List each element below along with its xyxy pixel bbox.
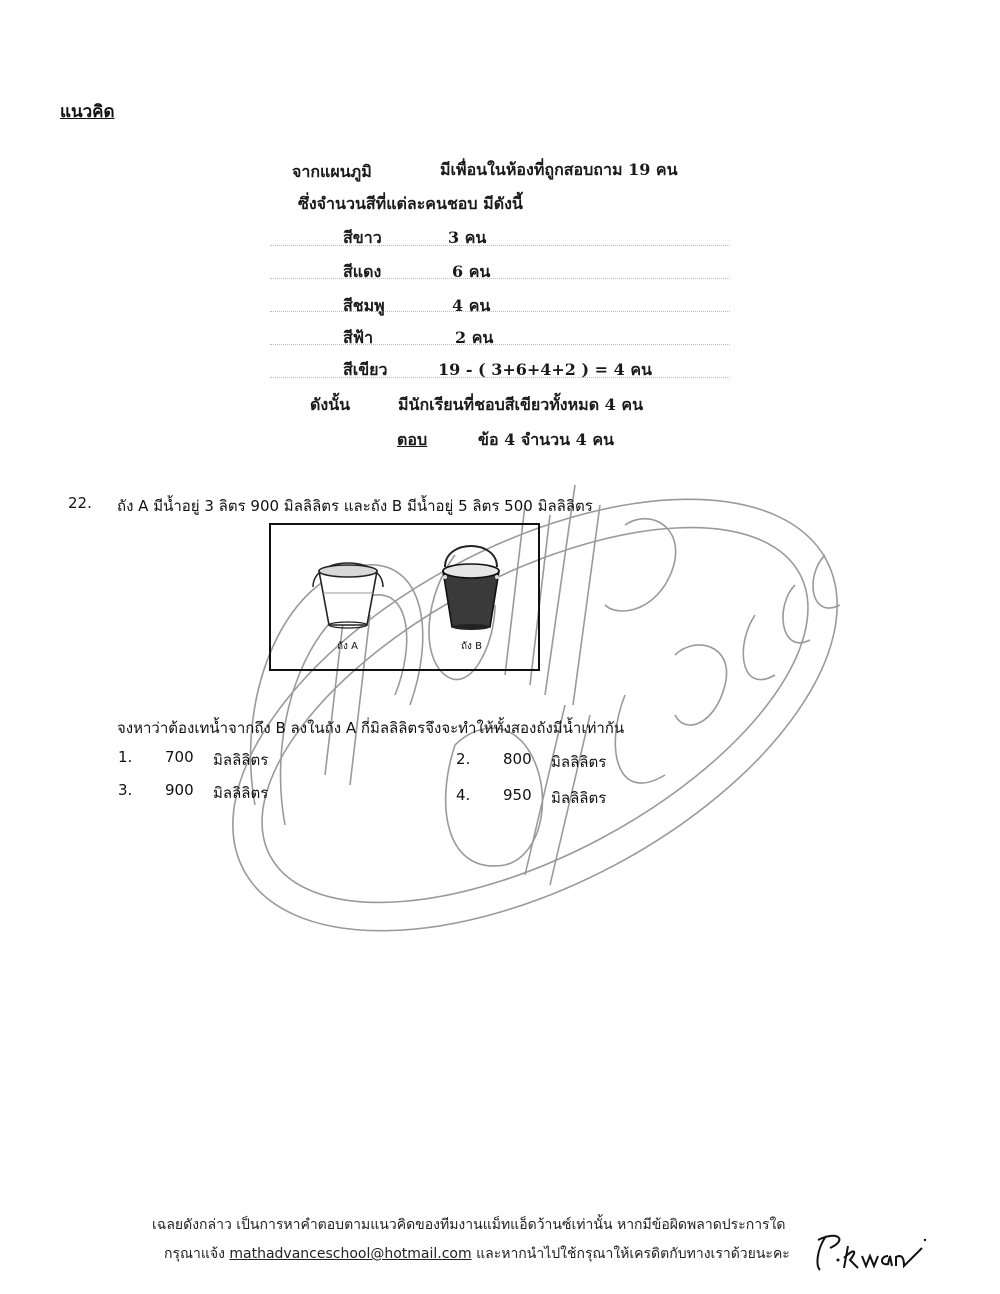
option-3-unit: มิลลิลิตร	[213, 784, 269, 802]
dotted-line	[270, 311, 730, 312]
dotted-line	[270, 245, 730, 246]
option-4-value: 950	[503, 786, 532, 804]
bucket-a-icon	[313, 563, 383, 628]
footer-email-link[interactable]: mathadvanceschool@hotmail.com	[229, 1246, 472, 1262]
option-1-value: 700	[165, 748, 194, 766]
option-1-num: 1.	[118, 748, 133, 766]
dotted-line	[270, 278, 730, 279]
page-heading: แนวคิด	[60, 102, 115, 122]
option-3-num: 3.	[118, 781, 133, 799]
option-2-num: 2.	[456, 750, 471, 768]
hw-row-color: สีฟ้า	[343, 328, 374, 347]
option-2-unit: มิลลิลิตร	[551, 753, 607, 771]
sub-question: จงหาว่าต้องเทน้ำจากถึง B ลงในถัง A กี่มิลลิลิตรจึงจะทำให้ทั้งสองถังมีน้ำเท่ากัน	[117, 719, 625, 737]
footer-line2-prefix: กรุณาแจ้ง	[164, 1246, 225, 1262]
hw-row-value: 3 คน	[448, 228, 487, 247]
hw-answer-text: ข้อ 4 จำนวน 4 คน	[478, 430, 614, 449]
hw-row-color: สีเขียว	[343, 360, 388, 379]
hw-therefore-text: มีนักเรียนที่ชอบสีเขียวทั้งหมด 4 คน	[398, 395, 644, 414]
bucket-illustration	[271, 525, 538, 669]
option-4-unit: มิลลิลิตร	[551, 789, 607, 807]
bucket-b-icon	[443, 546, 499, 630]
signature	[808, 1226, 928, 1276]
hw-line2: ซึ่งจำนวนสีที่แต่ละคนชอบ มีดังนี้	[298, 194, 523, 213]
hw-answer-label: ตอบ	[397, 430, 428, 449]
footer-line2	[164, 1243, 790, 1265]
question-number: 22.	[68, 494, 92, 512]
hw-row-color: สีขาว	[343, 228, 382, 247]
option-3-value: 900	[165, 781, 194, 799]
caption-bucket-b: ถัง B	[461, 641, 482, 652]
hw-row-color: สีแดง	[343, 262, 382, 281]
hw-row-value: 6 คน	[452, 262, 491, 281]
option-1-unit: มิลลิลิตร	[213, 751, 269, 769]
hw-therefore-label: ดังนั้น	[310, 395, 351, 414]
footer-line2-suffix: และหากนำไปใช้กรุณาให้เครดิตกับทางเราด้วยนะคะ	[476, 1246, 790, 1262]
footer-line1: เฉลยดังกล่าว เป็นการหาคำตอบตามแนวคิดของทีมงานแม็ทแอ็ดว้านซ์เท่านั้น หากมีข้อผิดพลาดประการใด	[152, 1217, 786, 1233]
bucket-figure	[269, 523, 540, 671]
hw-line1a: จากแผนภูมิ	[292, 162, 372, 181]
hw-row-value: 4 คน	[452, 296, 491, 315]
dotted-line	[270, 344, 730, 345]
question-text: ถัง A มีน้ำอยู่ 3 ลิตร 900 มิลลิลิตร และถัง B มีน้ำอยู่ 5 ลิตร 500 มิลลิลิตร	[117, 497, 593, 515]
hw-row-color: สีชมพู	[343, 296, 385, 315]
caption-bucket-a: ถัง A	[337, 641, 358, 652]
option-4-num: 4.	[456, 786, 471, 804]
hw-line1b: มีเพื่อนในห้องที่ถูกสอบถาม 19 คน	[440, 160, 678, 179]
hw-row-value: 2 คน	[455, 328, 494, 347]
hw-row-value: 19 - ( 3+6+4+2 ) = 4 คน	[438, 360, 652, 379]
option-2-value: 800	[503, 750, 532, 768]
